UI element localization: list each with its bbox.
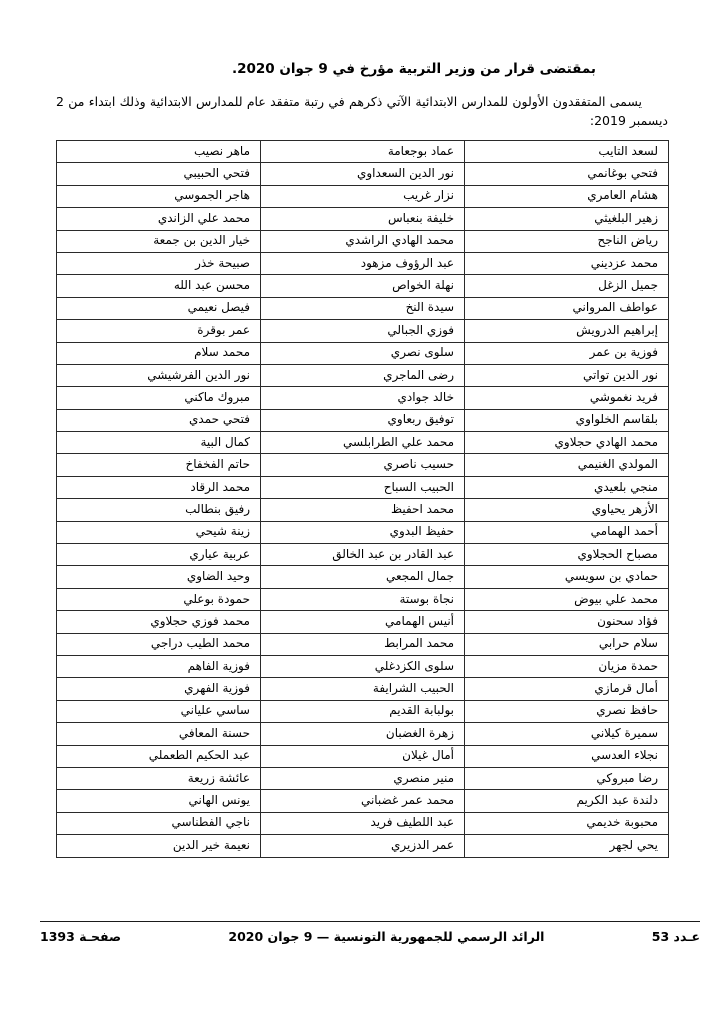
name-cell: رضا مبروكي bbox=[465, 767, 669, 789]
table-row bbox=[57, 745, 669, 767]
name-cell: حسيب ناصري bbox=[261, 454, 465, 476]
table-row bbox=[57, 252, 669, 274]
table-row bbox=[57, 812, 669, 834]
table-row bbox=[57, 633, 669, 655]
name-cell: دلندة عبد الكريم bbox=[465, 790, 669, 812]
table-row bbox=[57, 767, 669, 789]
name-cell: كمال البية bbox=[57, 432, 261, 454]
name-cell: عمر الدزيري bbox=[261, 835, 465, 857]
table-row bbox=[57, 297, 669, 319]
name-cell: أمال قرمازي bbox=[465, 678, 669, 700]
name-cell: محبوبة خديمي bbox=[465, 812, 669, 834]
name-cell: توفيق ربعاوي bbox=[261, 409, 465, 431]
name-cell: محمد الهادي حجلاوي bbox=[465, 432, 669, 454]
table-row bbox=[57, 588, 669, 610]
decree-title: بمقتضى قرار من وزير التربية مؤرخ في 9 جوان 2020. bbox=[231, 61, 596, 77]
table-row bbox=[57, 342, 669, 364]
name-cell: فوزية بن عمر bbox=[465, 342, 669, 364]
name-cell: محمد الهادي الراشدي bbox=[261, 230, 465, 252]
table-row bbox=[57, 387, 669, 409]
name-cell: عماد بوجعامة bbox=[261, 141, 465, 163]
name-cell: الحبيب السباح bbox=[261, 476, 465, 498]
table-row bbox=[57, 655, 669, 677]
table-row bbox=[57, 790, 669, 812]
footer-divider bbox=[40, 921, 700, 922]
name-cell: هشام العامري bbox=[465, 185, 669, 207]
name-cell: ناجي الفطناسي bbox=[57, 812, 261, 834]
name-cell: عبد الحكيم الطعملي bbox=[57, 745, 261, 767]
table-row bbox=[57, 163, 669, 185]
name-cell: محمد المرابط bbox=[261, 633, 465, 655]
name-cell: حافظ نصري bbox=[465, 700, 669, 722]
name-cell: رياض الناجح bbox=[465, 230, 669, 252]
name-cell: أحمد الهمامي bbox=[465, 521, 669, 543]
name-cell: زهرة الغضبان bbox=[261, 723, 465, 745]
name-cell: الأزهر يحياوي bbox=[465, 499, 669, 521]
name-cell: نور الدين الفرشيشي bbox=[57, 364, 261, 386]
name-cell: نعيمة خير الدين bbox=[57, 835, 261, 857]
name-cell: رفيق بنطالب bbox=[57, 499, 261, 521]
name-cell: زهير البلغيثي bbox=[465, 208, 669, 230]
name-cell: عواطف المرواني bbox=[465, 297, 669, 319]
name-cell: عبد الرؤوف مزهود bbox=[261, 252, 465, 274]
name-cell: أمال غيلان bbox=[261, 745, 465, 767]
name-cell: إبراهيم الدرويش bbox=[465, 320, 669, 342]
name-cell: جميل الزغل bbox=[465, 275, 669, 297]
table-row bbox=[57, 208, 669, 230]
page-number: صفحـة 1393 bbox=[40, 929, 122, 944]
name-cell: فتحي بوغانمي bbox=[465, 163, 669, 185]
page-footer bbox=[40, 929, 700, 944]
name-cell: حفيظ البدوي bbox=[261, 521, 465, 543]
table-row bbox=[57, 521, 669, 543]
name-cell: فوزية الفاهم bbox=[57, 655, 261, 677]
name-cell: عربية عياري bbox=[57, 544, 261, 566]
name-cell: حمودة بوعلي bbox=[57, 588, 261, 610]
table-row bbox=[57, 320, 669, 342]
table-row bbox=[57, 185, 669, 207]
table-row bbox=[57, 409, 669, 431]
journal-title: الرائد الرسمي للجمهورية التونسية — 9 جوان 2020 bbox=[228, 929, 545, 944]
name-cell: فريد نغموشي bbox=[465, 387, 669, 409]
name-cell: محمد احفيظ bbox=[261, 499, 465, 521]
name-cell: حمادي بن سويسي bbox=[465, 566, 669, 588]
name-cell: مبروك ماكني bbox=[57, 387, 261, 409]
name-cell: حمدة مزيان bbox=[465, 655, 669, 677]
table-row bbox=[57, 141, 669, 163]
table-row bbox=[57, 544, 669, 566]
name-cell: محمد الطيب دراجي bbox=[57, 633, 261, 655]
name-cell: يحي لجهر bbox=[465, 835, 669, 857]
name-cell: عمر بوقرة bbox=[57, 320, 261, 342]
name-cell: هاجر الجموسي bbox=[57, 185, 261, 207]
name-cell: بولبابة القديم bbox=[261, 700, 465, 722]
name-cell: فوزية الفهري bbox=[57, 678, 261, 700]
name-cell: حسنة المعافي bbox=[57, 723, 261, 745]
name-cell: سلام حرابي bbox=[465, 633, 669, 655]
name-cell: نور الدين السعداوي bbox=[261, 163, 465, 185]
name-cell: سلوى الكزدغلي bbox=[261, 655, 465, 677]
table-row bbox=[57, 835, 669, 857]
name-cell: صبيحة خذر bbox=[57, 252, 261, 274]
name-cell: محمد عزديني bbox=[465, 252, 669, 274]
name-cell: ساسي علياني bbox=[57, 700, 261, 722]
name-cell: محمد علي بيوض bbox=[465, 588, 669, 610]
name-cell: ماهر نصيب bbox=[57, 141, 261, 163]
name-cell: فؤاد سحنون bbox=[465, 611, 669, 633]
table-row bbox=[57, 230, 669, 252]
name-cell: لسعد التايب bbox=[465, 141, 669, 163]
name-cell: أنيس الهمامي bbox=[261, 611, 465, 633]
table-row bbox=[57, 611, 669, 633]
appointed-inspectors-table bbox=[56, 140, 669, 858]
name-cell: محمد فوزي حجلاوي bbox=[57, 611, 261, 633]
name-cell: محسن عبد الله bbox=[57, 275, 261, 297]
name-cell: وحيد الضاوي bbox=[57, 566, 261, 588]
name-cell: بلقاسم الخلواوي bbox=[465, 409, 669, 431]
name-cell: منير منصري bbox=[261, 767, 465, 789]
name-cell: مصباح الحجلاوي bbox=[465, 544, 669, 566]
table-row bbox=[57, 432, 669, 454]
name-cell: زينة شيحي bbox=[57, 521, 261, 543]
name-cell: محمد عمر غضباني bbox=[261, 790, 465, 812]
name-cell: نزار غريب bbox=[261, 185, 465, 207]
name-cell: عائشة زريعة bbox=[57, 767, 261, 789]
name-cell: عبد اللطيف فريد bbox=[261, 812, 465, 834]
name-cell: فتحي الحبيبي bbox=[57, 163, 261, 185]
name-cell: نجاة بوستة bbox=[261, 588, 465, 610]
table-row bbox=[57, 275, 669, 297]
name-cell: جمال المجعي bbox=[261, 566, 465, 588]
name-cell: سميرة كيلاني bbox=[465, 723, 669, 745]
name-cell: المولدي الغنيمي bbox=[465, 454, 669, 476]
name-cell: نور الدين تواتي bbox=[465, 364, 669, 386]
name-cell: منجي بلعيدي bbox=[465, 476, 669, 498]
name-cell: محمد سلام bbox=[57, 342, 261, 364]
issue-number: عـدد 53 bbox=[651, 929, 700, 944]
table-row bbox=[57, 678, 669, 700]
name-cell: محمد علي الطرابلسي bbox=[261, 432, 465, 454]
name-cell: فيصل نعيمي bbox=[57, 297, 261, 319]
name-cell: محمد علي الزاندي bbox=[57, 208, 261, 230]
name-cell: خالد جوادي bbox=[261, 387, 465, 409]
name-cell: الحبيب الشرايفة bbox=[261, 678, 465, 700]
table-row bbox=[57, 454, 669, 476]
name-cell: سلوى نصري bbox=[261, 342, 465, 364]
name-cell: محمد الرقاد bbox=[57, 476, 261, 498]
table-row bbox=[57, 499, 669, 521]
table-body bbox=[57, 141, 669, 858]
name-cell: رضى الماجري bbox=[261, 364, 465, 386]
name-cell: فوزي الجبالي bbox=[261, 320, 465, 342]
name-cell: فتحي حمدي bbox=[57, 409, 261, 431]
table-row bbox=[57, 364, 669, 386]
name-cell: نجلاء العدسي bbox=[465, 745, 669, 767]
name-cell: عبد القادر بن عبد الخالق bbox=[261, 544, 465, 566]
table-row bbox=[57, 476, 669, 498]
decree-intro-paragraph: يسمى المتفقدون الأولون للمدارس الابتدائية الآتي ذكرهم في رتبة متفقد عام للمدارس الابتدائية وذلك ابتداء من 2 ديسمبر 2019: bbox=[56, 93, 668, 128]
table-row bbox=[57, 700, 669, 722]
name-cell: حاتم الفخفاخ bbox=[57, 454, 261, 476]
name-cell: خليفة بنعباس bbox=[261, 208, 465, 230]
name-cell: نهلة الخواص bbox=[261, 275, 465, 297]
name-cell: خيار الدين بن جمعة bbox=[57, 230, 261, 252]
table-row bbox=[57, 566, 669, 588]
name-cell: يونس الهاني bbox=[57, 790, 261, 812]
table-row bbox=[57, 723, 669, 745]
name-cell: سيدة النخ bbox=[261, 297, 465, 319]
page-header bbox=[56, 60, 668, 130]
